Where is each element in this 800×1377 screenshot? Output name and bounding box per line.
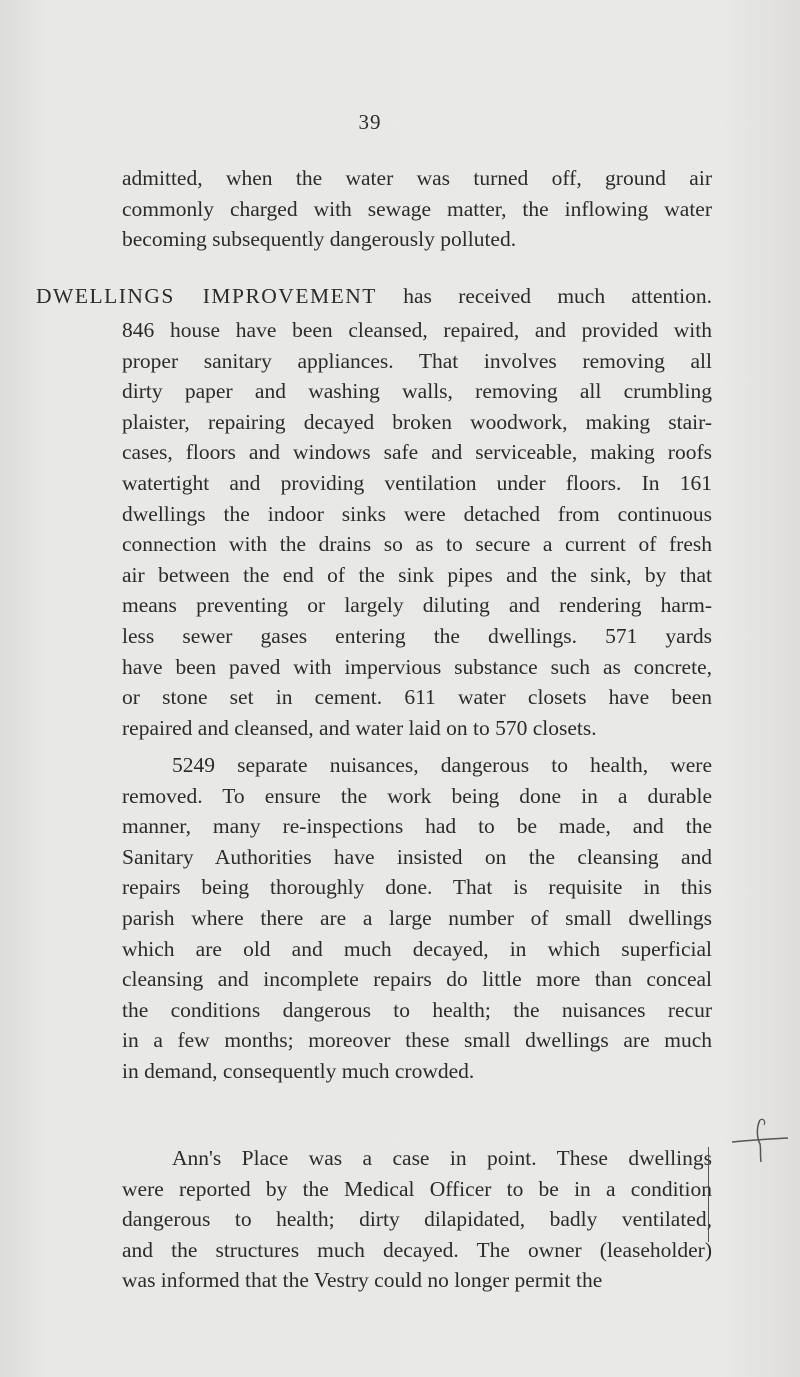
text-line: dirty paper and washing walls, removing all crumbling	[122, 379, 712, 404]
text-line: commonly charged with sewage matter, the inflowing water	[122, 196, 712, 221]
text-line: dangerous to health; dirty dilapidated, badly ventilated,	[122, 1207, 712, 1232]
text-line: repairs being thoroughly done. That is requisite in this	[122, 875, 712, 900]
section-heading: DWELLINGS IMPROVEMENT	[36, 284, 377, 308]
paragraph-anns-place	[122, 1143, 712, 1296]
text-line: means preventing or largely diluting and rendering harm-	[122, 593, 712, 618]
text-line: becoming subsequently dangerously polluted.	[122, 227, 517, 252]
paragraph-dwellings-improvement	[122, 315, 712, 743]
paragraph-nuisances	[122, 750, 712, 1087]
text-line: proper sanitary appliances. That involves removing all	[122, 348, 712, 373]
text-line: removed. To ensure the work being done in a durable	[122, 783, 712, 808]
margin-bracket	[704, 1147, 709, 1242]
text-line: Ann's Place was a case in point. These dwellings	[172, 1146, 712, 1170]
text-line: or stone set in cement. 611 water closets have been	[122, 685, 712, 710]
text-line: 5249 separate nuisances, dangerous to health, were	[172, 753, 712, 777]
margin-annotation-mark	[730, 1112, 790, 1172]
section-heading-rest: has received much attention.	[403, 284, 713, 308]
text-line: cases, floors and windows safe and serviceable, making roofs	[122, 440, 712, 465]
text-line: plaister, repairing decayed broken woodwork, making stair-	[122, 409, 712, 434]
text-line: watertight and providing ventilation under floors. In 161	[122, 470, 712, 495]
text-line: 846 house have been cleansed, repaired, and provided with	[122, 318, 712, 342]
text-line: Sanitary Authorities have insisted on the cleansing and	[122, 844, 712, 869]
text-line: which are old and much decayed, in which superficial	[122, 936, 712, 961]
text-line: was informed that the Vestry could no longer permit the	[122, 1268, 603, 1293]
text-line: repaired and cleansed, and water laid on to 570 closets.	[122, 715, 597, 740]
text-line: connection with the drains so as to secure a current of fresh	[122, 532, 712, 557]
text-line: the conditions dangerous to health; the nuisances recur	[122, 997, 712, 1022]
page-number: 39	[358, 110, 382, 134]
text-line: and the structures much decayed. The owner (leaseholder)	[122, 1237, 712, 1262]
text-line: admitted, when the water was turned off, ground air	[122, 166, 712, 190]
text-line: were reported by the Medical Officer to be in a condition	[122, 1176, 712, 1201]
text-line: have been paved with impervious substance such as concrete,	[122, 654, 712, 679]
paragraph-ground-air	[122, 163, 712, 255]
text-line: in demand, consequently much crowded.	[122, 1058, 475, 1083]
text-line: manner, many re-inspections had to be made, and the	[122, 814, 712, 839]
text-line: cleansing and incomplete repairs do little more than conceal	[122, 967, 712, 992]
text-line: parish where there are a large number of small dwellings	[122, 905, 712, 930]
text-line: dwellings the indoor sinks were detached from continuous	[122, 501, 712, 526]
text-line: less sewer gases entering the dwellings. 571 yards	[122, 623, 712, 648]
text-line: air between the end of the sink pipes and the sink, by that	[122, 562, 712, 587]
text-line: in a few months; moreover these small dwellings are much	[122, 1028, 712, 1053]
section-heading-line	[36, 281, 712, 312]
